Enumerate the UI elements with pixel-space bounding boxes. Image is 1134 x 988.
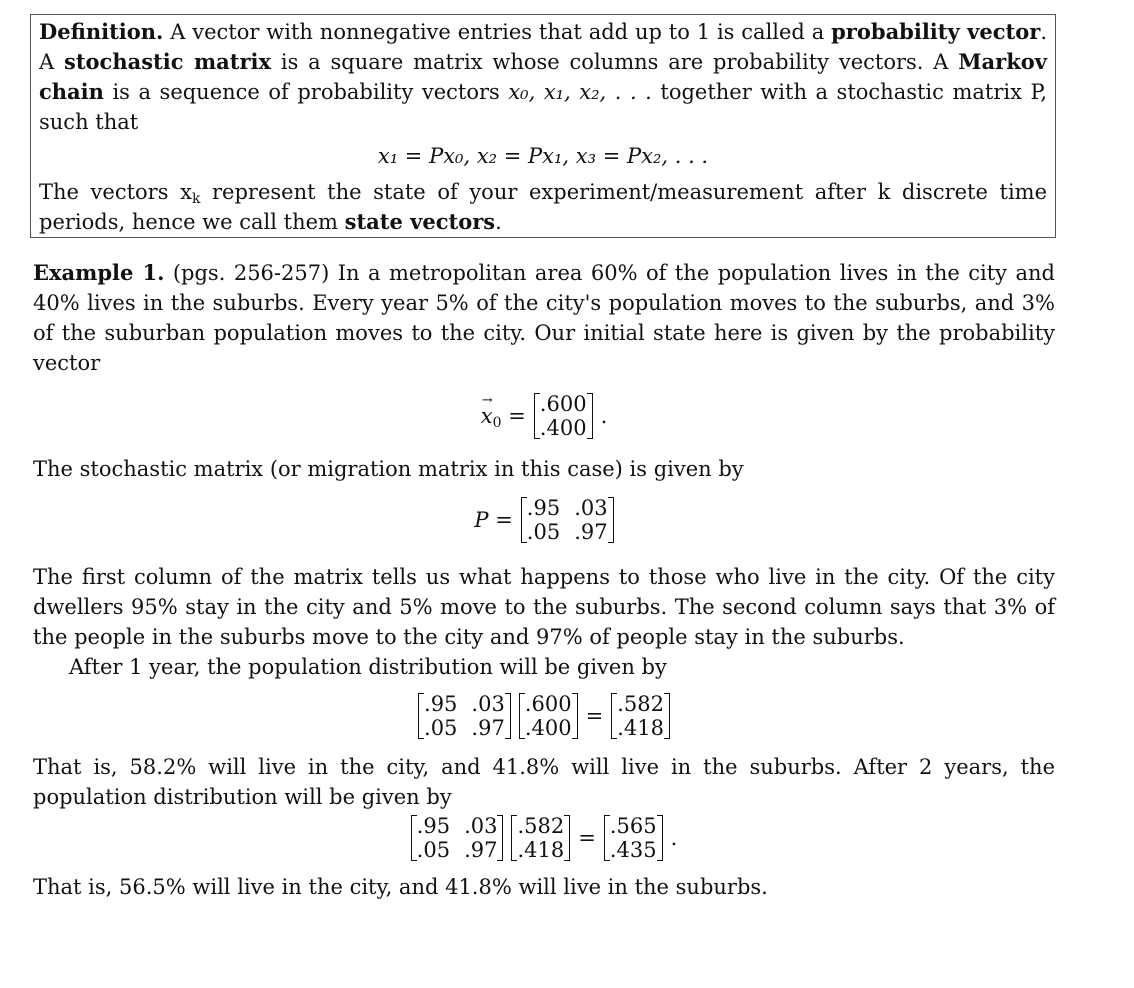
def-text-8: . [495, 210, 502, 234]
step1-equation: .95 .05 .03 .97 .600 .400 = .582 .418 [33, 692, 1055, 740]
x0-entry-2: .400 [539, 416, 587, 440]
p-matrix-equation [33, 496, 1055, 544]
term-stochastic-matrix: stochastic matrix [64, 49, 272, 74]
step1-output-vector: .582 .418 [611, 692, 670, 740]
term-probability-vector: probability vector [831, 19, 1041, 44]
after-1-year-result: That is, 58.2% will live in the city, and 41.8% will live in the suburbs. After 2 years, the population distribution will be given by [33, 755, 1055, 809]
x0-equation: → $x_0$ = .600 .400 . [33, 392, 1055, 440]
state-vector-paragraph [39, 177, 1047, 237]
after-1-year-text: After 1 year, the population distribution will be given by [69, 655, 667, 679]
definition-label: Definition. [39, 19, 164, 44]
markov-equations: x₁ = Px₀, x₂ = Px₁, x₃ = Px₂, . . . [377, 144, 709, 168]
step2-p-matrix: .95 .05 .03 .97 [411, 814, 504, 862]
matrix-explanation: The first column of the matrix tells us what happens to those who live in the city. Of the city dwellers 95% stay in the city and 5% move to the suburbs. The second column says that 3% of the people in the suburbs move to the city and 97% of people stay in the suburbs. [33, 565, 1055, 649]
def-text-7: represent the state of your experiment/measurement after k discrete time periods, hence we call them [39, 180, 1047, 234]
definition-paragraph [39, 17, 1047, 137]
step1-p-matrix: .95 .05 .03 .97 [418, 692, 511, 740]
x-vector-sequence: x₀, x₁, x₂, . . . [508, 80, 652, 104]
term-state-vectors: state vectors [344, 209, 496, 234]
x0-vector [534, 392, 593, 440]
subscript-k: k [191, 191, 201, 207]
after-2-years-result: That is, 56.5% will live in the city, and 41.8% will live in the suburbs. [33, 875, 768, 899]
def-text-3: is a square matrix whose columns are probability vectors. A [271, 50, 959, 74]
example-section [33, 258, 1055, 902]
step2-equation: .95 .05 .03 .97 .582 .418 = .565 .435 . [33, 814, 1055, 862]
definition-box [30, 14, 1056, 238]
step1-input-vector: .600 .400 [519, 692, 578, 740]
step2-input-vector: .582 .418 [511, 814, 570, 862]
example-label: Example 1. [33, 260, 165, 285]
def-text-2: . A [39, 20, 1047, 74]
p-symbol: P = [474, 508, 513, 532]
def-text-6: The vectors x [39, 180, 192, 204]
p-matrix: .95 .05 .03 .97 [521, 496, 614, 544]
term-markov-chain: Markov chain [39, 49, 1047, 104]
x0-symbol: → x [481, 401, 493, 431]
example-intro: Example 1. (pgs. 256-257) In a metropolitan area 60% of the population lives in the city and 40% lives in the suburbs. Every year 5% of the city's population moves to the suburbs, and 3% of the suburban population moves to the city. Our initial state here is given by the probability vector [33, 260, 1055, 375]
def-text-4: is a sequence of probability vectors [103, 80, 509, 104]
def-text-1: A vector with nonnegative entries that add up to 1 is called a [163, 20, 832, 44]
step2-output-vector: .565 .435 [604, 814, 663, 862]
x0-entry-1: .600 [539, 392, 587, 416]
def-text-5: together with a stochastic matrix P, such that [39, 80, 1047, 134]
matrix-intro: The stochastic matrix (or migration matrix in this case) is given by [33, 457, 744, 481]
